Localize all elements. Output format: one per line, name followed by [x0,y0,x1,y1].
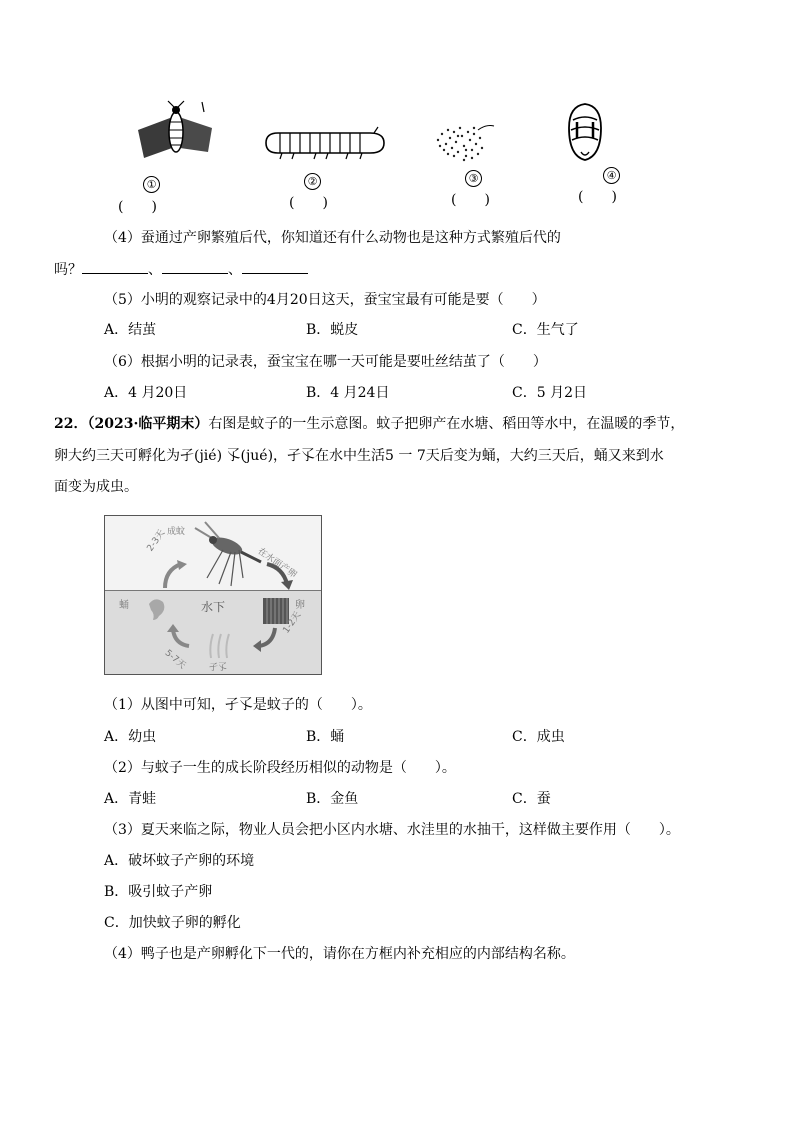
stage-answer-paren-3: ( ) [451,192,490,208]
q6-option-b[interactable]: B．4 月24日 [306,385,390,401]
q4-separator: 、 [148,262,162,278]
label-egg: 卵 [295,600,305,611]
sub2-option-b[interactable]: B．金鱼 [306,791,359,807]
label-days-1-2: 1-2天 [281,610,304,636]
stage-number-3: ③ [465,170,482,187]
q5-option-b[interactable]: B．蜕皮 [306,322,359,338]
q22-line3: 面变为成虫。 [54,479,138,495]
stage-answer-paren-1: ( ) [118,199,157,215]
sub1-text: （1）从图中可知，孑孓是蚊子的（ ）。 [104,697,372,713]
sub3-option-c[interactable]: C．加快蚊子卵的孵化 [104,915,241,931]
eggs-icon [428,118,498,166]
label-egg-laying: 在水面产卵 [255,546,299,581]
arrow-adult-to-egg [263,560,293,590]
sub3-text: （3）夏天来临之际，物业人员会把小区内水塘、水洼里的水抽干，这样做主要作用（ ）。 [104,822,680,838]
q5-option-c[interactable]: C．生气了 [512,322,579,338]
sub1-option-c[interactable]: C．成虫 [512,729,565,745]
q22-source: （2023·临平期末） [87,416,209,432]
moth-icon [130,100,220,170]
sub1-option-a[interactable]: A．幼虫 [104,729,157,745]
sub3-option-a[interactable]: A．破坏蚊子产卵的环境 [104,853,255,869]
mosquito-icon [185,518,265,588]
q4-line2 [54,259,308,280]
q5-option-a[interactable]: A．结茧 [104,322,157,338]
water-surface-line [105,590,321,591]
q22-line1 [54,414,684,434]
label-underwater: 水下 [201,600,226,614]
stage-number-1: ① [143,176,160,193]
q22-stem-1: 右图是蚊子的一生示意图。蚊子把卵产在水塘、稻田等水中，在温暖的季节， [208,416,685,432]
q4-answer-blank-2[interactable] [162,259,228,274]
label-days-5-7: 5-7天 [162,648,188,672]
q4-line1: （4）蚕通过产卵繁殖后代，你知道还有什么动物也是这种方式繁殖后代的 [104,230,561,246]
sub2-option-a[interactable]: A．青蛙 [104,791,157,807]
pupa-icon [143,596,169,622]
sub2-text: （2）与蚊子一生的成长阶段经历相似的动物是（ ）。 [104,760,456,776]
label-days-2-3: 2-3天 [145,528,168,554]
arrow-pupa-to-adult [159,560,189,590]
sub3-option-b[interactable]: B．吸引蚊子产卵 [104,884,213,900]
stage-answer-paren-2: ( ) [289,195,328,211]
q6-option-c[interactable]: C．5 月2日 [512,385,587,401]
stage-number-2: ② [304,173,321,190]
larva-icon [205,630,235,660]
sub1-option-b[interactable]: B．蛹 [306,729,345,745]
q4-answer-blank-1[interactable] [82,259,148,274]
q6-text: （6）根据小明的记录表，蚕宝宝在哪一天可能是要吐丝结茧了（ ） [104,354,547,370]
mosquito-lifecycle-diagram [104,515,322,675]
label-adult-mosquito: 成蚊 [167,527,186,537]
silkworm-icon [262,125,387,161]
q22-line2: 卵大约三天可孵化为孑(jié) 孓(jué)，孑孓在水中生活5 一 7天后变为蛹，大约三天后，蛹又来到水 [54,448,664,464]
q6-option-a[interactable]: A．4 月20日 [104,385,188,401]
q5-text: （5）小明的观察记录中的4月20日这天，蚕宝宝最有可能是要（ ） [104,292,546,308]
q4-prefix: 吗？ [54,262,82,278]
stage-number-4: ④ [603,167,620,184]
stage-answer-paren-4: ( ) [578,189,617,205]
sub2-option-c[interactable]: C．蚕 [512,791,551,807]
label-pupa: 蛹 [119,600,129,611]
q4-separator: 、 [228,262,242,278]
label-larva: 孑孓 [209,663,228,673]
q4-answer-blank-3[interactable] [242,259,308,274]
arrow-egg-to-larva [251,626,281,652]
sub4-text: （4）鸭子也是产卵孵化下一代的，请你在方框内补充相应的内部结构名称。 [104,946,575,962]
cocoon-icon [565,100,605,164]
q22-number: 22． [54,416,88,432]
